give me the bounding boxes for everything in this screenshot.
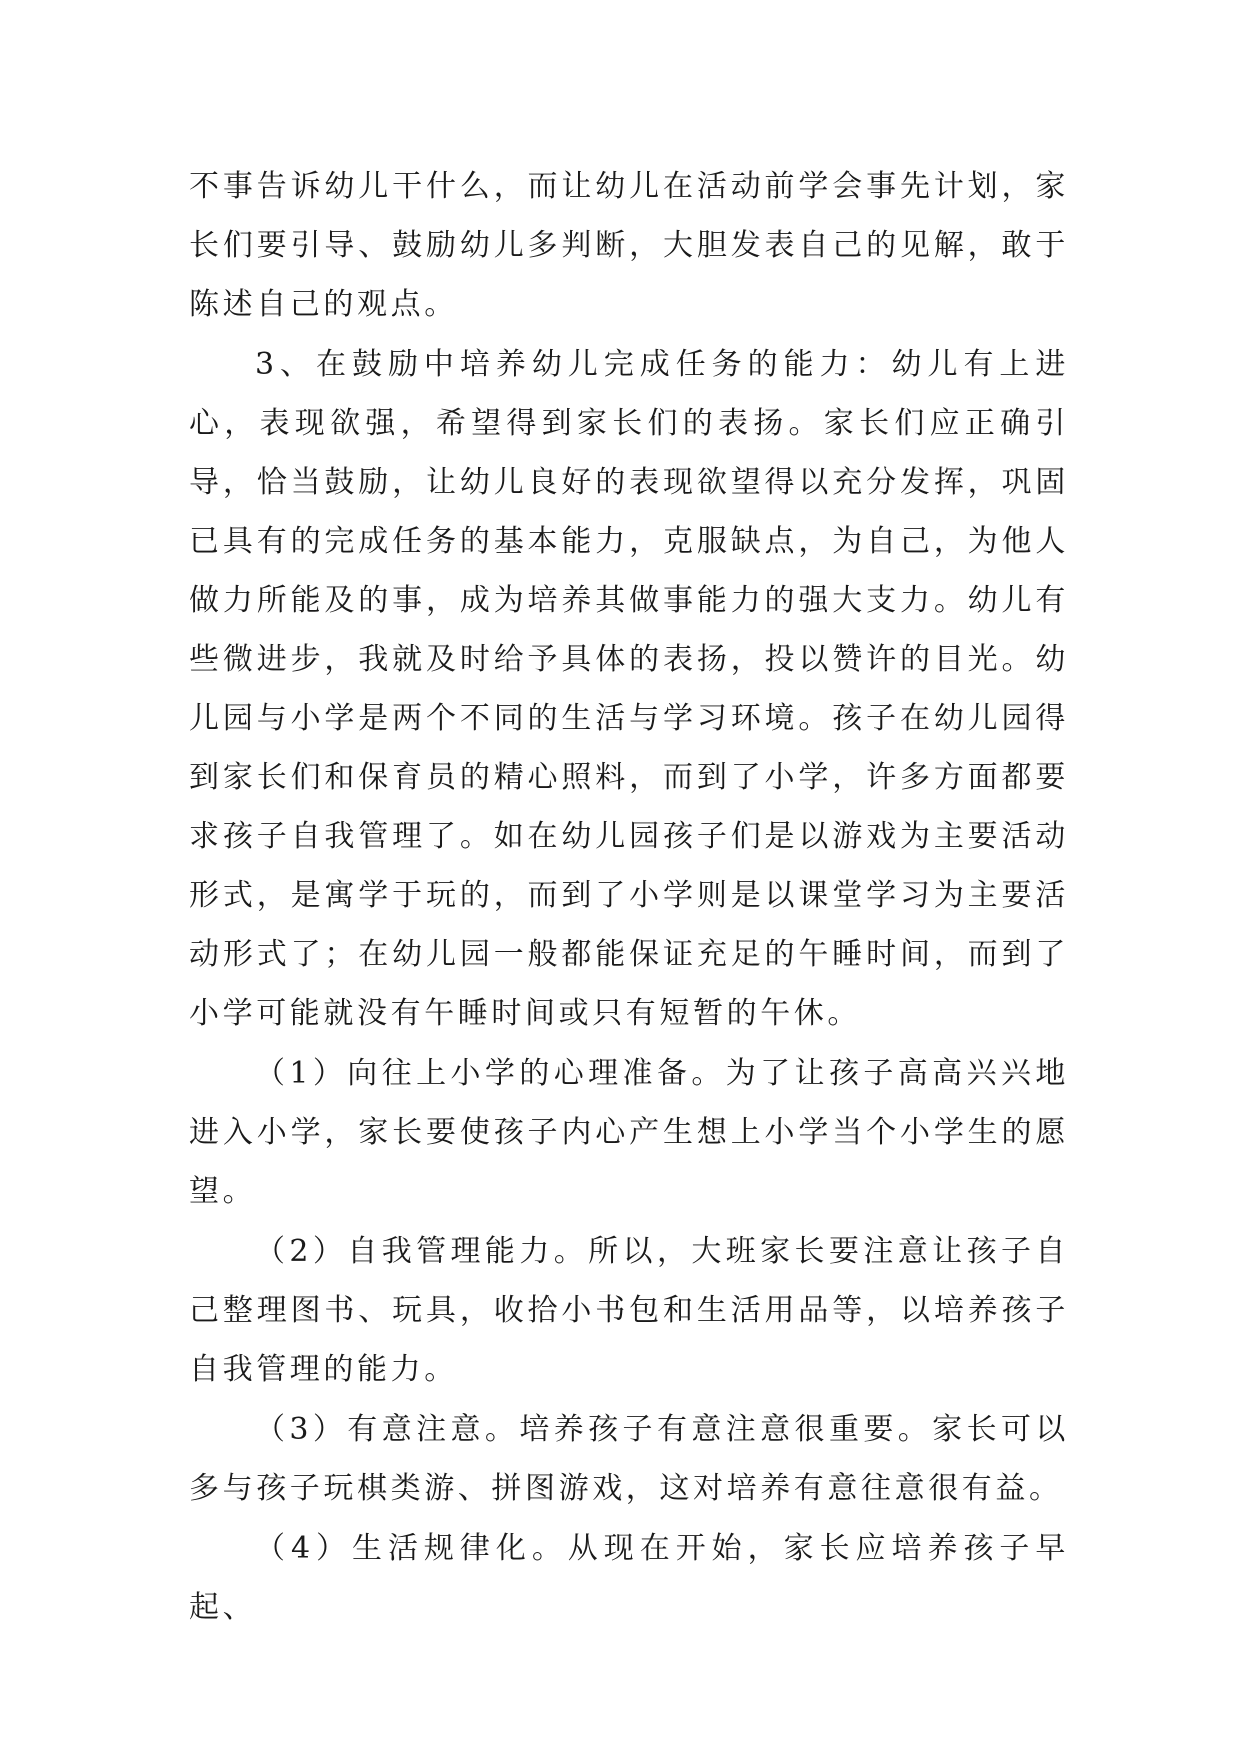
paragraph-2: 3、在鼓励中培养幼儿完成任务的能力：幼儿有上进心，表现欲强，希望得到家长们的表扬。家长们应正确引导，恰当鼓励，让幼儿良好的表现欲望得以充分发挥，巩固已具有的完成任务的基本能力，克服缺点，为自己，为他人做力所能及的事，成为培养其做事能力的强大支力。幼儿有些微进步，我就及时给予具体的表扬，投以赞许的目光。幼儿园与小学是两个不同的生活与学习环境。孩子在幼儿园得到家长们和保育员的精心照料，而到了小学，许多方面都要求孩子自我管理了。如在幼儿园孩子们是以游戏为主要活动形式，是寓学于玩的，而到了小学则是以课堂学习为主要活动形式了；在幼儿园一般都能保证充足的午睡时间，而到了小学可能就没有午睡时间或只有短暂的午休。 [189,347,1069,1031]
paragraph-1: 不事告诉幼儿干什么，而让幼儿在活动前学会事先计划，家长们要引导、鼓励幼儿多判断，大胆发表自己的见解，敢于陈述自己的观点。 [189,169,1069,322]
paragraph-6: （4）生活规律化。从现在开始，家长应培养孩子早起、 [189,1531,1069,1625]
document-body [189,157,1069,1638]
paragraph-5: （3）有意注意。培养孩子有意注意很重要。家长可以多与孩子玩棋类游、拼图游戏，这对培养有意往意很有益。 [189,1412,1069,1506]
paragraph-4: （2）自我管理能力。所以，大班家长要注意让孩子自己整理图书、玩具，收拾小书包和生活用品等，以培养孩子自我管理的能力。 [189,1234,1069,1387]
paragraph-3: （1）向往上小学的心理准备。为了让孩子高高兴兴地进入小学，家长要使孩子内心产生想上小学当个小学生的愿望。 [189,1056,1069,1209]
